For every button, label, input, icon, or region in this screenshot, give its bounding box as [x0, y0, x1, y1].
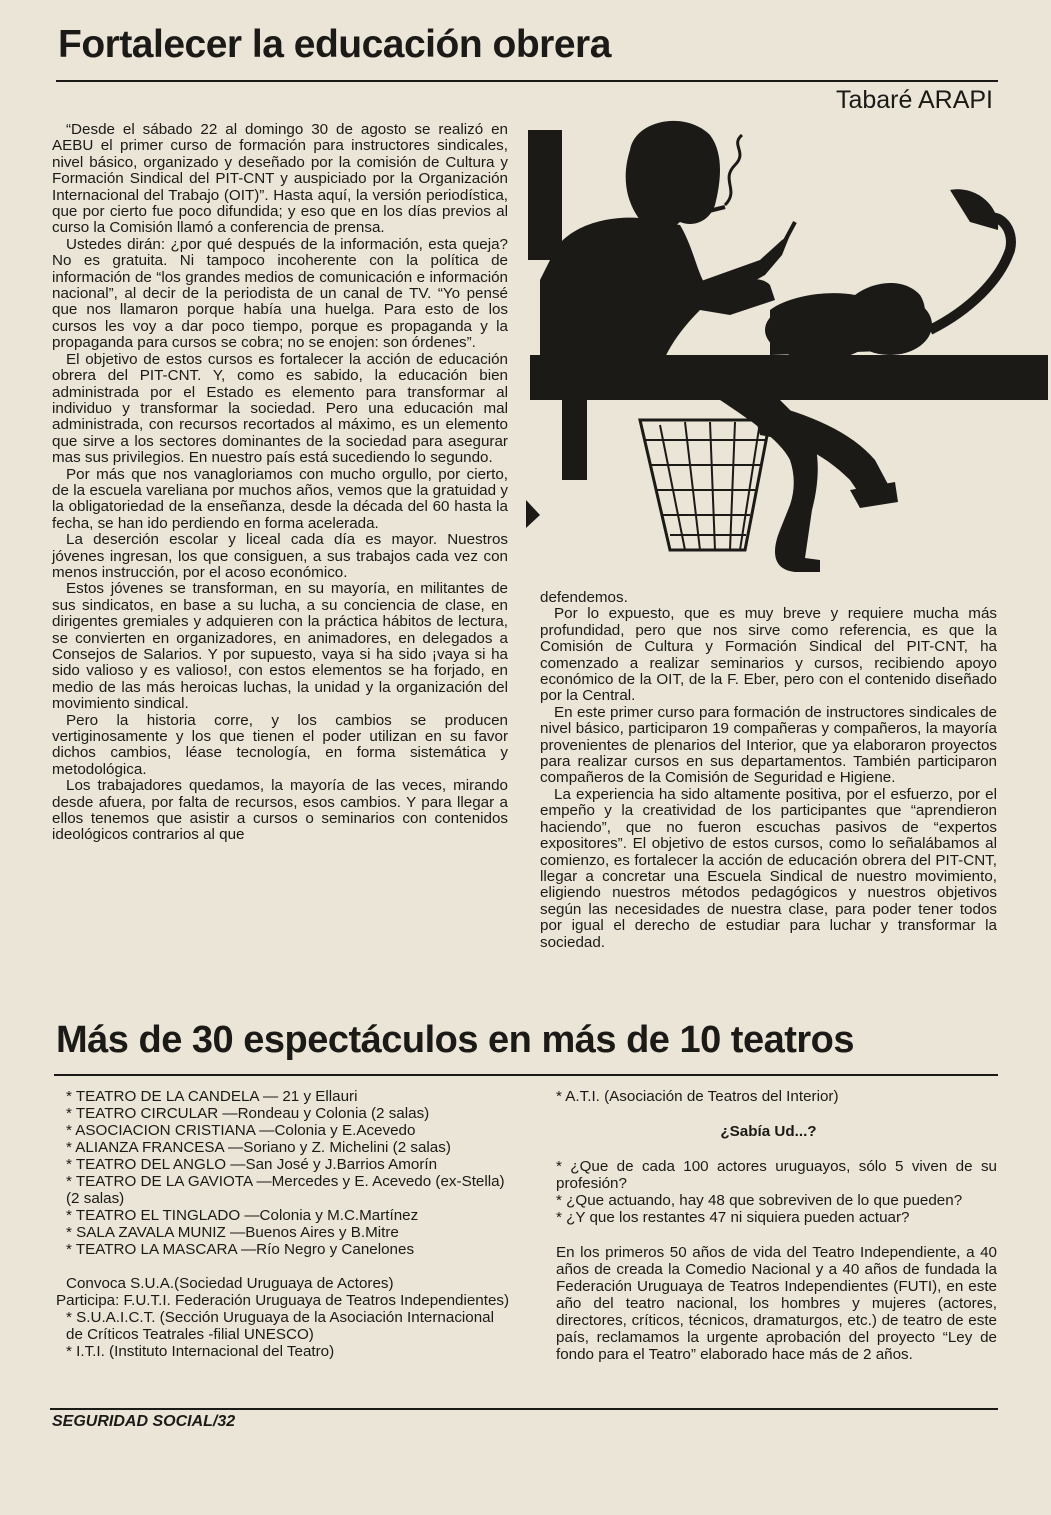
- closing-paragraph: En los primeros 50 años de vida del Teatro Independiente, a 40 años de creada la Comedio Nacional y a 40 años de fundada la Federación Uruguaya de Teatros Independientes (FUTI), en este año del teatro nacional, los hombres y mujeres (actores, directores, críticos, técnicos, dramaturgos, etc.) de teatro de este país, reclamamos la urgente aprobación del proyecto “Ley de fondo para el Teatro” elaborado hace más de 2 años.: [556, 1244, 997, 1363]
- theater-item: * TEATRO DE LA CANDELA — 21 y Ellauri: [66, 1088, 358, 1105]
- worker-silhouette-illustration: [520, 110, 1048, 585]
- paragraph: Ustedes dirán: ¿por qué después de la información, esta queja? No es gratuita. Ni tampoco incoherente con la política de información de “los grandes medios de comunicación e información nacional”, al decir de la periodista de un canal de TV. “Yo pensé que nos llamaron porque había una huelga. Para esto de los cursos les voy a dar poco tiempo, porque es propaganda y la propaganda para cursos se cobra; no se enojen: son órdenes”.: [52, 235, 508, 352]
- title-rule: [56, 80, 998, 82]
- theater-right-column: [540, 1088, 997, 1363]
- page-footer: SEGURIDAD SOCIAL/32: [52, 1413, 236, 1430]
- theater-item: * TEATRO DEL ANGLO —San José y J.Barrios Amorín: [66, 1156, 438, 1173]
- question-item: * ¿Que de cada 100 actores uruguayos, sólo 5 viven de su profesión?: [556, 1158, 997, 1192]
- theater-item: * TEATRO EL TINGLADO —Colonia y M.C.Martínez: [66, 1207, 419, 1224]
- sabia-heading: ¿Sabía Ud...?: [720, 1123, 817, 1140]
- theater-item: * TEATRO CIRCULAR —Rondeau y Colonia (2 salas): [66, 1105, 430, 1122]
- paragraph: En este primer curso para formación de instructores sindicales de nivel básico, participaron 19 compañeras y compañeros, la mayoría provenientes de plenarios del Interior, que ya elaboraron proyectos para realizar cursos en sus departamentos. También participaron compañeros de la Comisión de Seguridad e Higiene.: [540, 703, 997, 787]
- convoca-line: Convoca S.U.A.(Sociedad Uruguaya de Actores): [66, 1275, 394, 1292]
- theater-item: * TEATRO DE LA GAVIOTA —Mercedes y E. Acevedo (ex-Stella) (2 salas): [66, 1173, 505, 1207]
- iti-line: * I.T.I. (Instituto Internacional del Teatro): [66, 1343, 335, 1360]
- suaict-line: * S.U.A.I.C.T. (Sección Uruguaya de la Asociación Internacional de Críticos Teatrales -filial UNESCO): [66, 1309, 494, 1343]
- ati-line: * A.T.I. (Asociación de Teatros del Interior): [556, 1088, 839, 1105]
- paragraph: “Desde el sábado 22 al domingo 30 de agosto se realizó en AEBU el primer curso de formación para instructores sindicales, nivel básico, organizado y deseñado por la comisión de Cultura y Formación Sindical del PIT-CNT y auspiciado por la Organización Internacional del Trabajo (OIT)”. Hasta aquí, la versión periodística, que por cierto fue poco difundida; y eso que en los días previos al curso la Comisión llamó a conferencia de prensa.: [52, 121, 508, 237]
- paragraph: El objetivo de estos cursos es fortalecer la acción de educación obrera del PIT-CNT. Y, como es sabido, la educación bien administrada por el Estado es elemento para transformar al individuo y transformar la sociedad. Pero una educación mal administrada, con recursos recortados al máximo, es un elemento que sirve a los sectores dominantes de la sociedad para asegurar mas sus privilegios. En nuestro país está sucediendo lo segundo.: [52, 350, 508, 467]
- paragraph: La experiencia ha sido altamente positiva, por el esfuerzo, por el empeño y la creatividad de los participantes que “aprendieron haciendo”, que no fueron escuchas pasivos de “expertos expositores”. El objetivo de estos cursos, como lo señalábamos al comienzo, es fortalecer la acción de educación obrera del PIT-CNT, llegar a concretar una Escuela Sindical de nuestro movimiento, eligiendo nuestros métodos pedagógicos y nuestros objetivos según las necesidades de nuestra clase, para poder tener todos por igual el derecho de estudiar para luchar y transformar la sociedad.: [540, 785, 997, 951]
- paragraph: Los trabajadores quedamos, la mayoría de las veces, mirando desde afuera, por falta de recursos, esos cambios. Y para llegar a ellos tenemos que asistir a cursos o seminarios con contenidos ideológicos contrarios al que: [52, 777, 508, 844]
- question-item: * ¿Que actuando, hay 48 que sobreviven de lo que pueden?: [556, 1192, 963, 1209]
- paragraph: Pero la historia corre, y los cambios se producen vertiginosamente y los que tienen el poder utilizan en su favor dichos cambios, léase tecnología, en forma sistemática y metodológica.: [52, 711, 508, 778]
- section-rule: [54, 1074, 998, 1076]
- author-byline: Tabaré ARAPI: [835, 86, 993, 114]
- paragraph: Por más que nos vanagloriamos con mucho orgullo, por cierto, de la escuela vareliana por muchos años, vemos que la gratuidad y la obligatoriedad de la enseñanza, desde la década del 60 hasta la fecha, se han ido perdiendo en forma acelerada.: [52, 465, 508, 532]
- question-item: * ¿Y que los restantes 47 ni siquiera pueden actuar?: [556, 1209, 910, 1226]
- paragraph: Estos jóvenes se transforman, en su mayoría, en militantes de sus sindicatos, en base a su lucha, a su conciencia de clase, en dirigentes gremiales y adquieren con la práctica hábitos de lectura, se convierten en organizadores, en animadores, en delegados a Consejos de Salarios. Y por supuesto, vaya si ha sido ¡vaya si ha sido valioso y es valioso!, con estos elementos se ha forjado, en medio de las más heroicas luchas, la unidad y la organización del movimiento sindical.: [52, 580, 508, 713]
- theater-item: * ASOCIACION CRISTIANA —Colonia y E.Acevedo: [66, 1122, 416, 1139]
- article-right-column: [540, 590, 997, 951]
- participa-line: Participa: F.U.T.I. Federación Uruguaya de Teatros Independientes): [56, 1292, 510, 1309]
- theater-section-title: Más de 30 espectáculos en más de 10 teatros: [56, 1019, 855, 1061]
- theater-item: * SALA ZAVALA MUNIZ —Buenos Aires y B.Mitre: [66, 1224, 399, 1241]
- theater-list: [50, 1088, 510, 1360]
- article-left-column: [52, 122, 508, 844]
- article-title: Fortalecer la educación obrera: [58, 23, 611, 66]
- paragraph: defendemos.: [540, 589, 628, 606]
- theater-item: * TEATRO LA MASCARA —Río Negro y Canelones: [66, 1241, 415, 1258]
- footer-rule: [50, 1408, 998, 1410]
- theater-item: * ALIANZA FRANCESA —Soriano y Z. Michelini (2 salas): [66, 1139, 451, 1156]
- paragraph: Por lo expuesto, que es muy breve y requiere mucha más profundidad, pero que nos sirve como referencia, es que la Comisión de Cultura y Formación Sindical del PIT-CNT, ha comenzado a realizar seminarios y cursos, recibiendo apoyo económico de la OIT, de la F. Eber, pero con el contenido diseñado por la Central.: [540, 605, 997, 705]
- paragraph: La deserción escolar y liceal cada día es mayor. Nuestros jóvenes ingresan, los que consiguen, a sus trabajos cada vez con menos instrucción, por el acoso económico.: [52, 531, 508, 581]
